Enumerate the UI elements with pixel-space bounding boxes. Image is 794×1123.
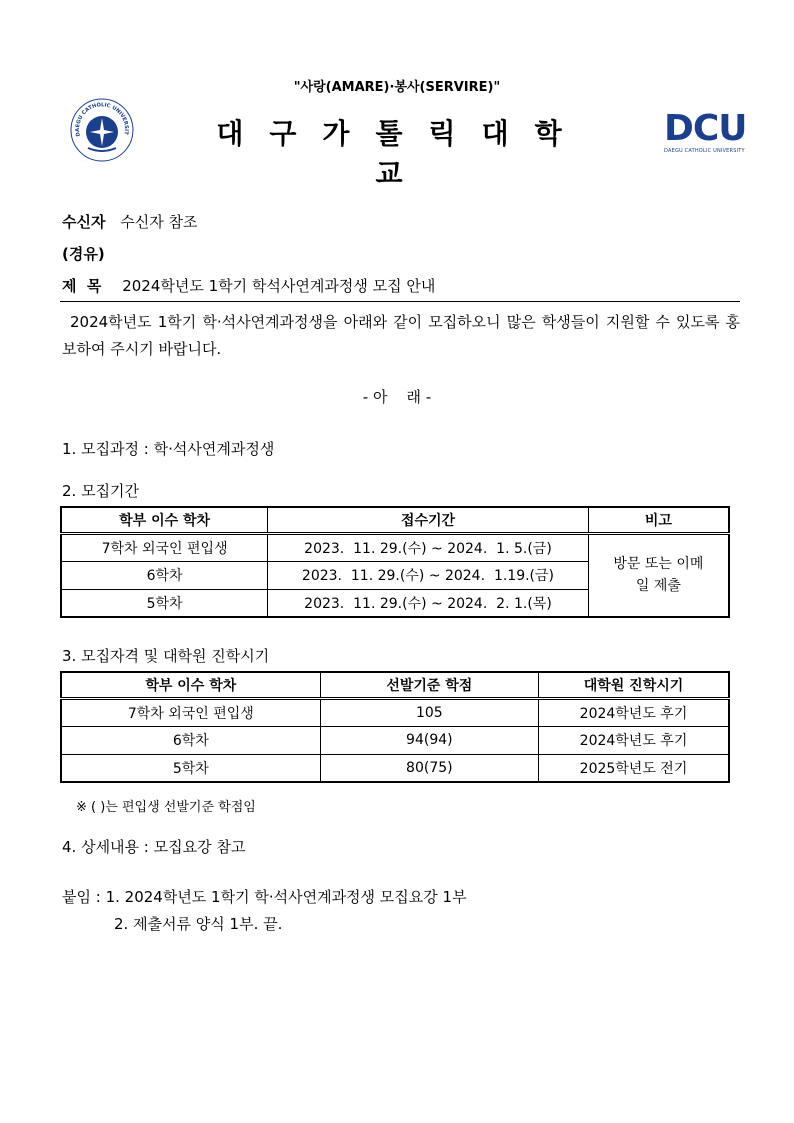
t2-cell-entry: 2024학년도 후기 (539, 726, 729, 754)
recipient-value: 수신자 참조 (120, 213, 198, 231)
item-1: 1. 모집과정 : 학·석사연계과정생 (62, 440, 275, 458)
t2-cell-credit: 80(75) (320, 754, 538, 782)
intro-paragraph: 2024학년도 1학기 학·석사연계과정생을 아래와 같이 모집하오니 많은 학생들이 지원할 수 있도록 홍보하여 주시기 바랍니다. (62, 313, 740, 358)
t2-header-entry: 대학원 진학시기 (539, 672, 729, 698)
t2-cell-year: 7학차 외국인 편입생 (61, 698, 320, 726)
recruitment-period-table (60, 506, 730, 618)
t2-header-credit: 선발기준 학점 (320, 672, 538, 698)
t1-header-year: 학부 이수 학차 (61, 507, 268, 533)
t2-cell-entry: 2024학년도 후기 (539, 698, 729, 726)
dcu-logo-subtext: DAEGU CATHOLIC UNIVERSITY (664, 148, 745, 154)
table-row (61, 726, 729, 754)
item-4: 4. 상세내용 : 모집요강 참고 (62, 838, 246, 856)
t1-cell-year: 6학차 (61, 561, 268, 589)
university-seal-icon (70, 98, 134, 162)
attachment-1: 붙임 : 1. 2024학년도 1학기 학·석사연계과정생 모집요강 1부 (62, 888, 467, 906)
t1-cell-period: 2023. 11. 29.(수) ~ 2024. 2. 1.(목) (268, 589, 589, 617)
t1-header-period: 접수기간 (268, 507, 589, 533)
recipient-label: 수신자 (62, 213, 106, 231)
recipient-line (62, 211, 197, 232)
table-note: ※ ( )는 편입생 선발기준 학점임 (76, 800, 256, 815)
t1-cell-period: 2023. 11. 29.(수) ~ 2024. 1. 5.(금) (268, 533, 589, 561)
t2-cell-entry: 2025학년도 전기 (539, 754, 729, 782)
subject-line (62, 275, 435, 296)
dcu-logo-text: DCU (664, 108, 747, 149)
eligibility-table (60, 671, 730, 783)
table-row (61, 698, 729, 726)
attachment-2: 2. 제출서류 양식 1부. 끝. (114, 915, 283, 933)
t2-cell-credit: 105 (320, 698, 538, 726)
table-row (61, 754, 729, 782)
table-row (61, 533, 729, 561)
institution-title: 대구가톨릭대학교 (216, 117, 588, 190)
subject-value: 2024학년도 1학기 학석사연계과정생 모집 안내 (122, 277, 436, 295)
seal-text: DAEGU CATHOLIC UNIVERSIT (74, 102, 130, 137)
item-2: 2. 모집기간 (62, 482, 140, 500)
dcu-logo (664, 108, 747, 154)
t1-header-remark: 비고 (588, 507, 729, 533)
divider (60, 301, 740, 302)
t2-cell-credit: 94(94) (320, 726, 538, 754)
notice-heading: - 아 래 - (362, 388, 432, 406)
t2-cell-year: 6학차 (61, 726, 320, 754)
via-label: (경유) (62, 245, 105, 263)
t2-cell-year: 5학차 (61, 754, 320, 782)
motto: "사랑(AMARE)·봉사(SERVIRE)" (293, 80, 501, 95)
t1-cell-remark (588, 533, 729, 617)
t1-remark-text: 방문 또는 이메일 제출 (613, 556, 704, 595)
t1-cell-period: 2023. 11. 29.(수) ~ 2024. 1.19.(금) (268, 561, 589, 589)
subject-label: 제 목 (62, 277, 102, 295)
item-3: 3. 모집자격 및 대학원 진학시기 (62, 647, 270, 665)
t1-cell-year: 7학차 외국인 편입생 (61, 533, 268, 561)
t1-cell-year: 5학차 (61, 589, 268, 617)
t2-header-year: 학부 이수 학차 (61, 672, 320, 698)
